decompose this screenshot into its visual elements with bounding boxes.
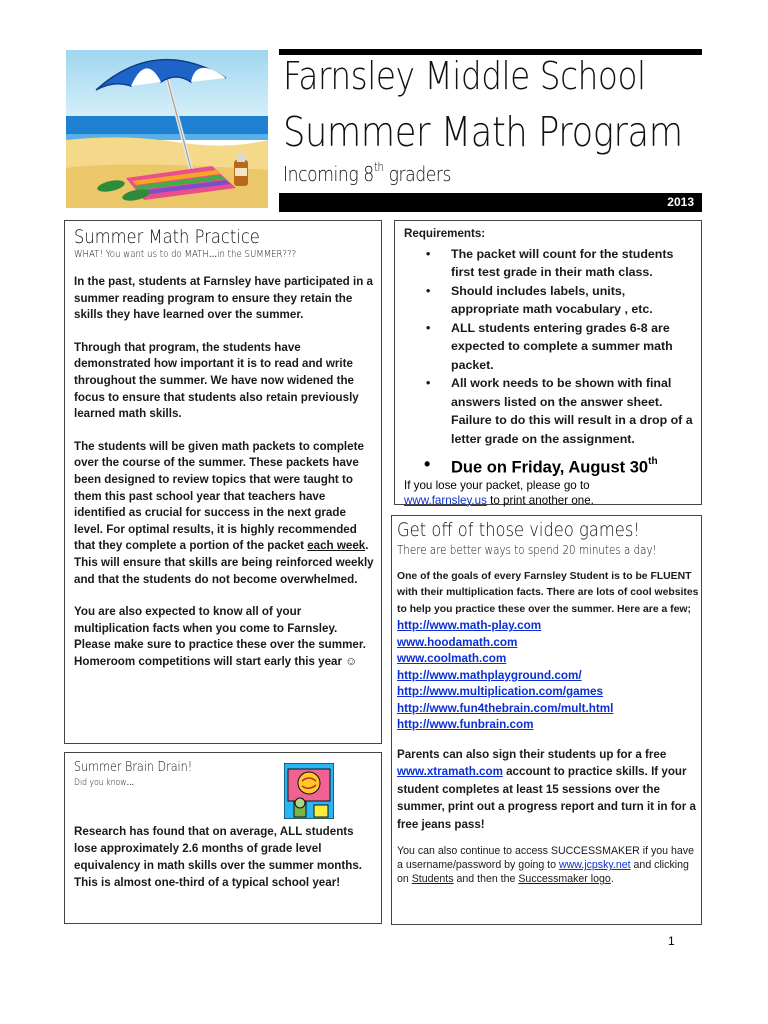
school-name: Farnsley Middle School xyxy=(283,54,646,98)
website-link[interactable]: www.hoodamath.com xyxy=(397,635,518,649)
lost-packet-text: If you lose your packet, please go to xyxy=(404,478,590,492)
website-link[interactable]: http://www.funbrain.com xyxy=(397,718,534,732)
website-link[interactable]: http://www.math-play.com xyxy=(397,619,542,633)
games-subtitle: There are better ways to spend 20 minutes a day! xyxy=(397,543,657,557)
games-intro: One of the goals of every Farnsley Student is to be FLUENT with their multiplication facts. There are lots of cool websites to help you practice these over the summer. Here are a few; xyxy=(397,571,699,615)
grade-sup: th xyxy=(373,160,384,175)
program-title: Summer Math Program xyxy=(283,108,683,156)
practice-paragraph-2: Through that program, the students have demonstrated how important it is to read and write throughout the summer. We have now widened the focus to ensure that students also retain previously learned math skills. xyxy=(74,340,359,421)
grade-prefix: Incoming 8 xyxy=(283,162,374,186)
students-link[interactable]: Students xyxy=(411,873,454,886)
parents-text-a: Parents can also sign their students up for a free xyxy=(397,747,667,761)
games-title: Get off of those video games! xyxy=(397,519,640,541)
lost-packet-note xyxy=(404,478,694,508)
requirements-heading: Requirements: xyxy=(404,227,486,240)
page-number: 1 xyxy=(668,934,675,948)
requirements-box xyxy=(394,220,702,505)
website-links-list xyxy=(397,618,699,734)
requirement-item: • ALL students entering grades 6-8 are expected to complete a summer math packet. xyxy=(404,319,694,375)
requirement-item: • The packet will count for the students first test grade in their math class. xyxy=(404,245,694,282)
due-date-text: Due on Friday, August 30 xyxy=(451,458,649,477)
summer-math-practice-box xyxy=(64,220,382,744)
beach-umbrella-illustration xyxy=(66,48,268,208)
practice-each-week: each week xyxy=(307,539,366,553)
brain-drain-clipart xyxy=(284,763,334,819)
practice-paragraph-3 xyxy=(74,439,374,588)
successmaker-text-b: and clicking on xyxy=(397,859,689,886)
website-link[interactable]: http://www.fun4thebrain.com/mult.html xyxy=(397,701,614,715)
due-date-sup: th xyxy=(648,456,658,468)
practice-subtitle xyxy=(74,249,332,260)
practice-subtitle-dots: ... xyxy=(208,249,218,260)
practice-subtitle-c: in the SUMMER??? xyxy=(217,249,297,260)
farnsley-link[interactable]: www.farnsley.us xyxy=(404,493,487,507)
drain-subtitle-dots: ... xyxy=(126,778,135,788)
successmaker-text-c: and then the xyxy=(453,873,519,886)
requirements-list xyxy=(404,245,694,449)
drain-title: Summer Brain Drain! xyxy=(74,760,193,775)
lost-packet-text-end: to print another one. xyxy=(486,493,594,507)
successmaker-text-a: You can also continue to access SUCCESSMAKER if you have a username/password by going to xyxy=(397,845,694,872)
video-games-box xyxy=(391,515,702,925)
requirement-item: • All work needs to be shown with final answers listed on the answer sheet. Failure to do this will result in a drop of a letter grade on the assignment. xyxy=(404,374,694,448)
brain-drain-box xyxy=(64,752,382,924)
parents-note xyxy=(397,746,699,834)
successmaker-note xyxy=(397,844,699,886)
practice-paragraph-4: You are also expected to know all of your multiplication facts when you come to Farnsley. Please make sure to practice these over the summer. Homeroom competitions will start early this year ☺ xyxy=(74,605,366,668)
practice-paragraph-3b: . This will ensure that skills are being reinforced weekly and that the students do not become overwhelmed. xyxy=(74,539,374,586)
year-bar xyxy=(279,193,702,212)
successmaker-logo-link[interactable]: Successmaker logo xyxy=(518,873,611,886)
practice-subtitle-a: WHAT! You want us to do MATH xyxy=(74,249,209,260)
due-date xyxy=(404,454,694,478)
practice-paragraph-1: In the past, students at Farnsley have participated in a summer reading program to ensure they retain the skills they have learned over the summer. xyxy=(74,275,373,322)
parents-text-b: account to practice skills. If your student completes at least 15 sessions over the summer, print out a progress report and turn it in for a free jeans pass! xyxy=(397,765,696,831)
successmaker-text-d: . xyxy=(610,873,614,886)
requirement-item: • Should includes labels, units, appropriate math vocabulary , etc. xyxy=(404,282,694,319)
grade-subtitle xyxy=(283,162,451,186)
website-link[interactable]: www.coolmath.com xyxy=(397,652,507,666)
website-link[interactable]: http://www.multiplication.com/games xyxy=(397,685,604,699)
website-link[interactable]: http://www.mathplayground.com/ xyxy=(397,668,582,682)
xtramath-link[interactable]: www.xtramath.com xyxy=(397,765,503,779)
practice-title: Summer Math Practice xyxy=(74,226,260,248)
drain-subtitle-a: Did you know xyxy=(74,778,127,788)
grade-suffix: graders xyxy=(388,162,452,186)
drain-body: Research has found that on average, ALL students lose approximately 2.6 months of grade level equivalency in math skills over the summer months. This is almost one-third of a typical school year! xyxy=(74,825,363,889)
year-label: 2013 xyxy=(667,195,694,209)
jcpsky-link[interactable]: www.jcpsky.net xyxy=(558,859,631,872)
practice-paragraph-3a: The students will be given math packets to complete over the course of the summer. These packets have been designed to review topics that were taught to them this past school year that teachers have identified as crucial for success in the next grade level. For optimal results, it is highly recommended that they complete a portion of the packet xyxy=(74,439,364,553)
